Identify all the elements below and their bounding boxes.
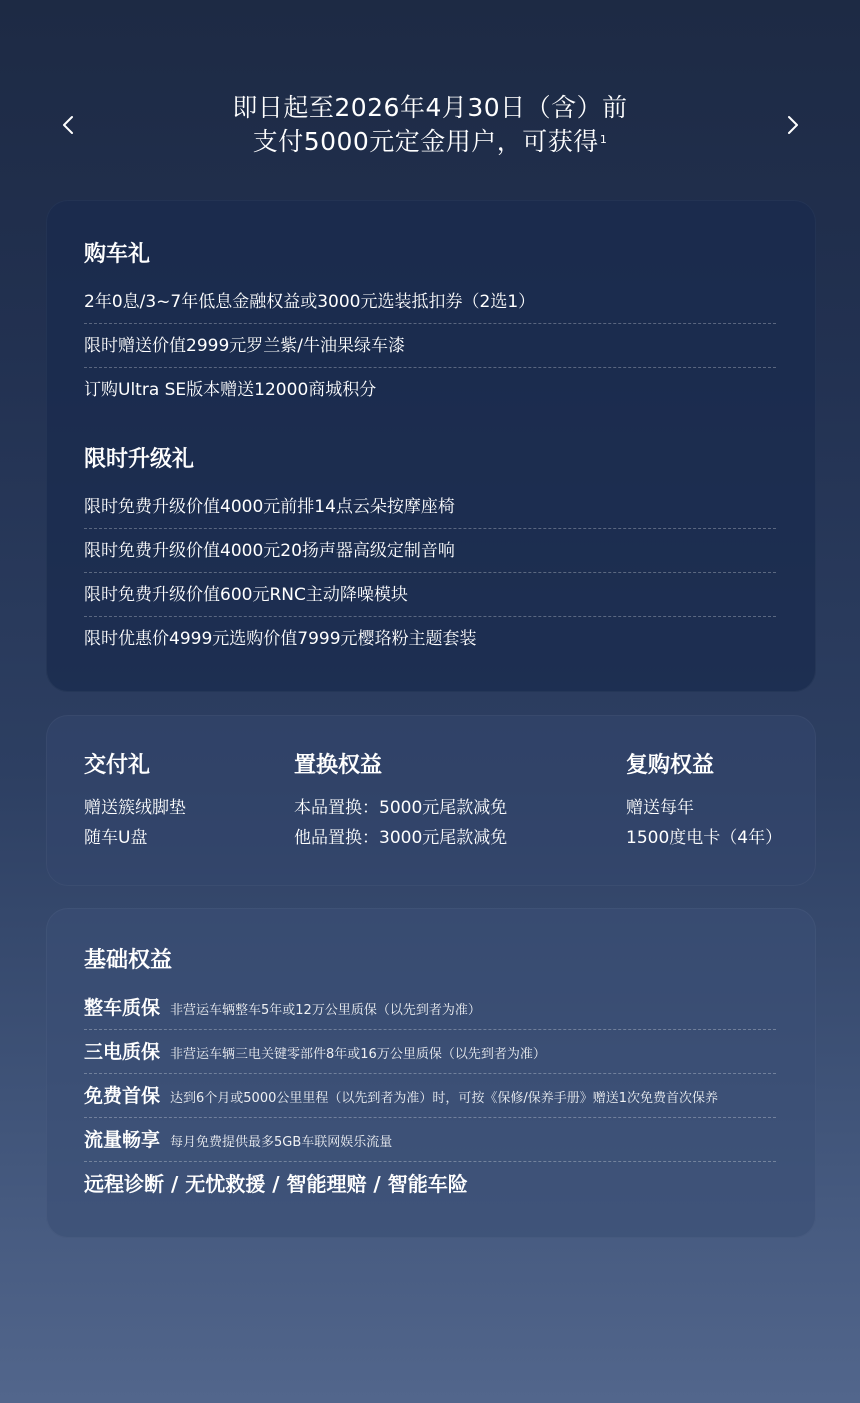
repurchase-line: 1500度电卡（4年） (626, 828, 783, 848)
list-item (84, 1162, 776, 1206)
basic-benefits-title: 基础权益 (84, 948, 173, 973)
list-item: 限时免费升级价值4000元20扬声器高级定制音响 (84, 529, 776, 573)
trade-in-line: 他品置换：3000元尾款减免 (294, 828, 508, 848)
upgrade-gift-list (84, 485, 776, 661)
list-item: 限时免费升级价值600元RNC主动降噪模块 (84, 573, 776, 617)
headline-line-2-text: 支付5000元定金用户，可获得 (252, 127, 599, 156)
upgrade-gift-title: 限时升级礼 (84, 447, 195, 472)
list-item: 限时赠送价值2999元罗兰紫/牛油果绿车漆 (84, 324, 776, 368)
purchase-gift-title: 购车礼 (84, 242, 151, 267)
benefit-name: 流量畅享 (84, 1129, 161, 1151)
headline-line-1: 即日起至2026年4月30日（含）前 (232, 93, 628, 122)
extra-services: 远程诊断 / 无忧救援 / 智能理赔 / 智能车险 (84, 1172, 468, 1196)
list-item (84, 1074, 776, 1118)
repurchase-title: 复购权益 (626, 753, 715, 778)
basic-benefits-card (46, 908, 816, 1238)
list-item: 限时免费升级价值4000元前排14点云朵按摩座椅 (84, 485, 776, 529)
benefit-desc: 非营运车辆整车5年或12万公里质保（以先到者为准） (170, 1003, 481, 1018)
delivery-gift-line: 赠送簇绒脚垫 (84, 798, 186, 818)
headline-line-2 (0, 125, 860, 159)
benefit-desc: 非营运车辆三电关键零部件8年或16万公里质保（以先到者为准） (170, 1047, 546, 1062)
footnote-marker: 1 (599, 133, 608, 146)
trade-in-title: 置换权益 (294, 753, 383, 778)
offer-header (0, 0, 860, 200)
repurchase-line: 赠送每年 (626, 798, 694, 818)
list-item: 限时优惠价4999元选购价值7999元樱珞粉主题套装 (84, 629, 477, 649)
benefit-name: 三电质保 (84, 1041, 161, 1063)
list-item (84, 1118, 776, 1162)
list-item: 订购Ultra SE版本赠送12000商城积分 (84, 380, 377, 400)
delivery-gift-column (84, 751, 186, 853)
offer-headline (0, 91, 860, 159)
list-item (84, 986, 776, 1030)
repurchase-column (626, 751, 782, 853)
delivery-gift-line: 随车U盘 (84, 828, 148, 848)
benefit-name: 免费首保 (84, 1085, 161, 1107)
purchase-gift-list (84, 280, 776, 412)
trade-in-line: 本品置换：5000元尾款减免 (294, 798, 508, 818)
benefit-desc: 每月免费提供最多5GB车联网娱乐流量 (170, 1135, 393, 1150)
trade-in-column (294, 751, 507, 853)
list-item (84, 1030, 776, 1074)
delivery-gift-title: 交付礼 (84, 753, 151, 778)
gift-card (46, 200, 816, 692)
benefit-desc: 达到6个月或5000公里里程（以先到者为准）时，可按《保修/保养手册》赠送1次免费首次保养 (170, 1091, 719, 1106)
extra-benefits-card (46, 715, 816, 886)
chevron-right-icon[interactable] (777, 110, 807, 140)
basic-benefits-list (84, 986, 776, 1206)
list-item: 2年0息/3~7年低息金融权益或3000元选装抵扣券（2选1） (84, 280, 776, 324)
benefit-name: 整车质保 (84, 997, 161, 1019)
